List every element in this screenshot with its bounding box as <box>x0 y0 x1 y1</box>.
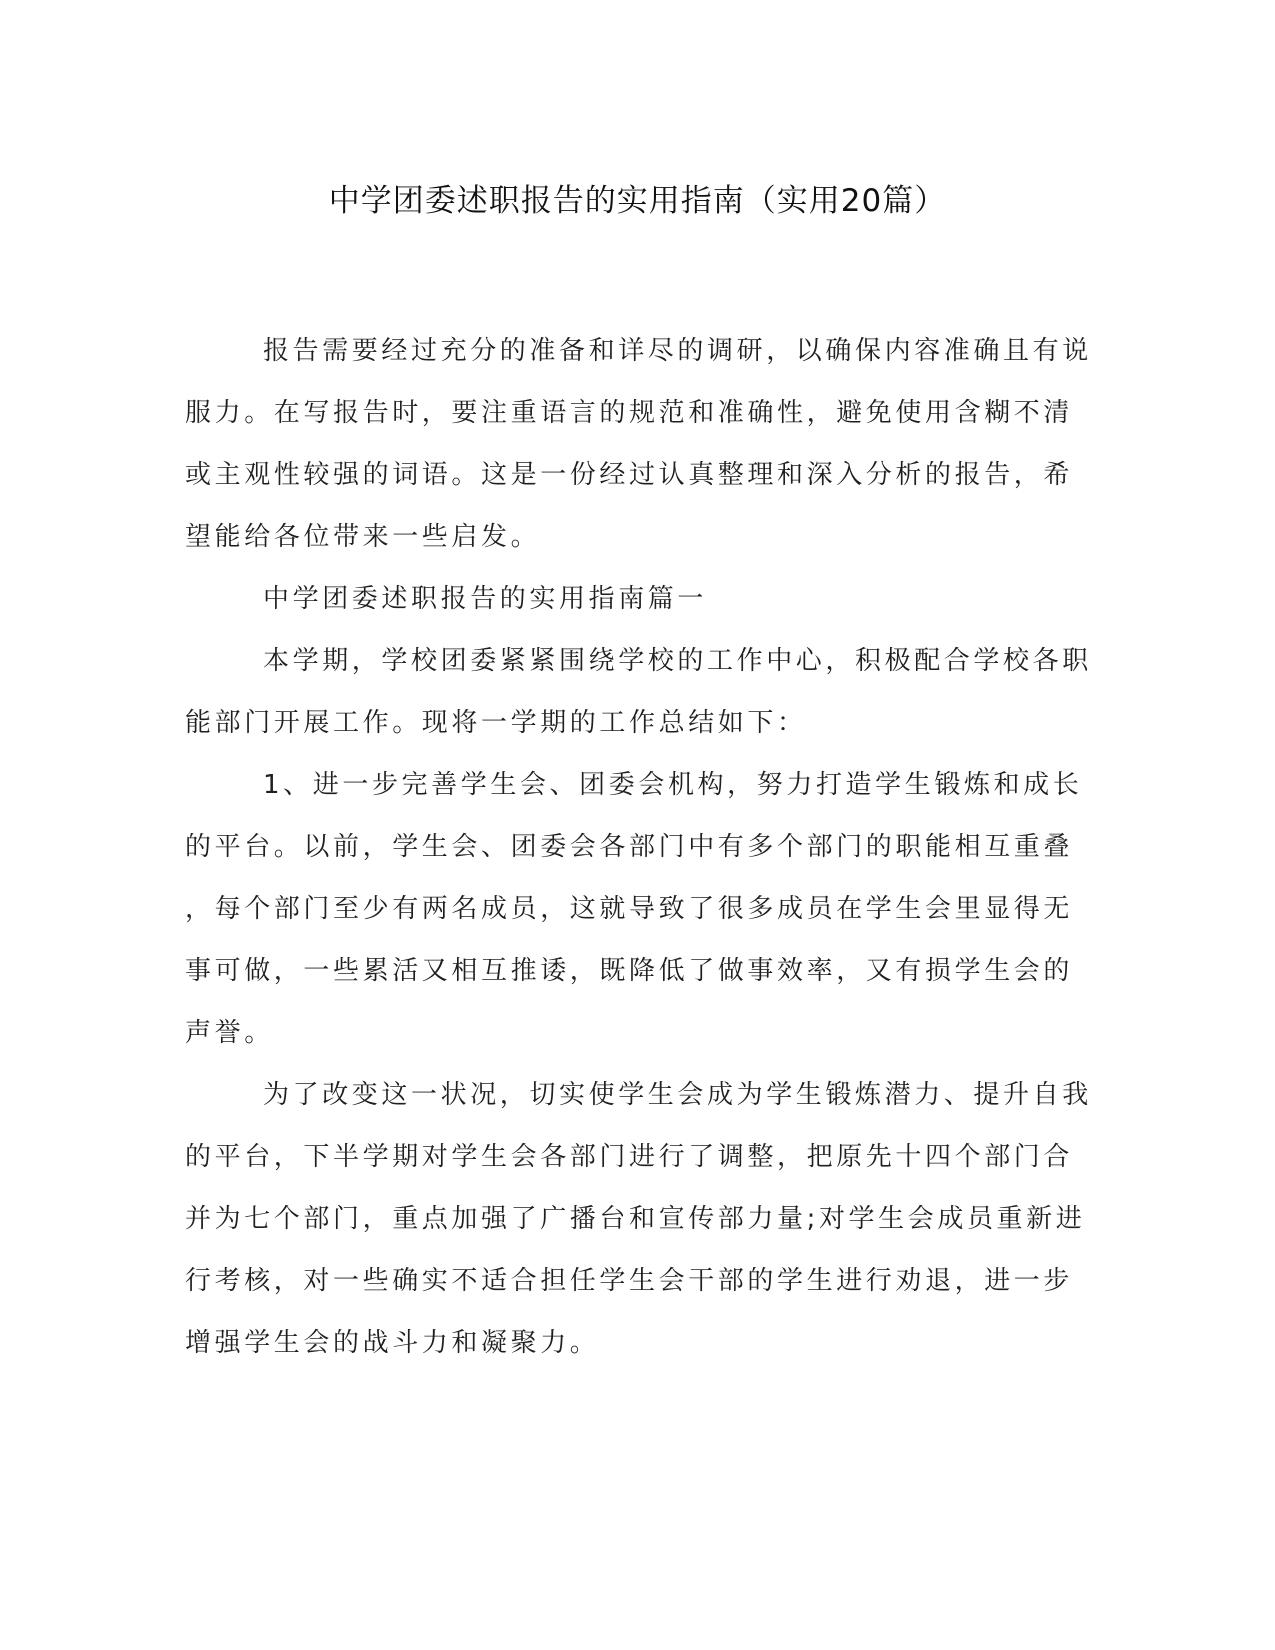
text-line: 的平台。以前，学生会、团委会各部门中有多个部门的职能相互重叠 <box>185 832 1074 862</box>
text-line: 的平台，下半学期对学生会各部门进行了调整，把原先十四个部门合 <box>185 1142 1074 1172</box>
text-line: 本学期，学校团委紧紧围绕学校的工作中心，积极配合学校各职 <box>263 646 1092 676</box>
paragraph-summary <box>185 630 1092 754</box>
text-line: 1、进一步完善学生会、团委会机构，努力打造学生锻炼和成长 <box>263 770 1083 800</box>
text-line: 能部门开展工作。现将一学期的工作总结如下： <box>185 708 807 738</box>
text-line: ，每个部门至少有两名成员，这就导致了很多成员在学生会里显得无 <box>185 894 1074 924</box>
text-line: 行考核，对一些确实不适合担任学生会干部的学生进行劝退，进一步 <box>185 1266 1074 1296</box>
text-line: 或主观性较强的词语。这是一份经过认真整理和深入分析的报告，希 <box>185 460 1074 490</box>
text-line: 望能给各位带来一些启发。 <box>185 522 541 552</box>
text-line: 增强学生会的战斗力和凝聚力。 <box>185 1328 600 1358</box>
text-line: 声誉。 <box>185 1018 274 1048</box>
text-line: 报告需要经过充分的准备和详尽的调研，以确保内容准确且有说 <box>263 336 1092 366</box>
paragraph-reform <box>185 1064 1092 1374</box>
text-line: 并为七个部门，重点加强了广播台和宣传部力量;对学生会成员重新进 <box>185 1204 1086 1234</box>
text-line: 中学团委述职报告的实用指南篇一 <box>263 584 708 614</box>
text-line: 服力。在写报告时，要注重语言的规范和准确性，避免使用含糊不清 <box>185 398 1074 428</box>
document-title: 中学团委述职报告的实用指南（实用20篇） <box>328 183 947 219</box>
text-line: 事可做，一些累活又相互推诿，既降低了做事效率，又有损学生会的 <box>185 956 1074 986</box>
paragraph-item-1 <box>185 754 1083 1064</box>
text-line: 为了改变这一状况，切实使学生会成为学生锻炼潜力、提升自我 <box>263 1080 1092 1110</box>
paragraph-intro <box>185 320 1092 568</box>
section-heading <box>185 568 1070 630</box>
document-body <box>185 320 1092 1374</box>
